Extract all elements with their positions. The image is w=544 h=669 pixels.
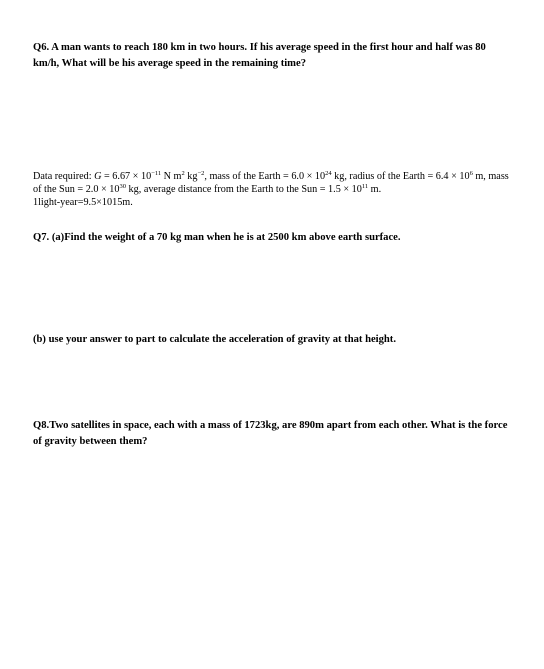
question-8-label: Q8. <box>33 420 50 431</box>
g-unit-b-exponent: −2 <box>197 170 205 177</box>
g-unit-b: kg <box>184 171 198 182</box>
question-8-text <box>33 418 513 449</box>
g-exponent: −11 <box>151 170 162 177</box>
question-7a-text <box>33 230 513 246</box>
sun-distance-exponent: 11 <box>361 183 369 190</box>
question-7b <box>33 332 513 348</box>
data-required-text <box>33 170 513 209</box>
question-8-body: Two satellites in space, each with a mass of 1723kg, are 890m apart from each other. What is the force of gravity between them? <box>33 420 508 447</box>
earth-mass-text: , mass of the Earth = 6.0 × 10 <box>204 171 326 182</box>
earth-mass-exponent: 24 <box>325 170 332 177</box>
light-year-text: 1light-year=9.5×1015m. <box>33 197 133 208</box>
g-unit-a: N m <box>161 171 182 182</box>
question-6-label: Q6. <box>33 42 50 53</box>
question-7a-body: Find the weight of a 70 kg man when he is at 2500 km above earth surface. <box>64 232 401 243</box>
question-7b-text: (b) use your answer to part to calculate the acceleration of gravity at that height. <box>33 334 396 345</box>
sun-mass-text: m, mass of the Sun = 2.0 × 10 <box>33 171 509 195</box>
g-unit-a-exponent: 2 <box>181 170 185 177</box>
g-value: = 6.67 × 10 <box>101 171 152 182</box>
question-8 <box>33 418 513 449</box>
data-required <box>33 170 513 209</box>
question-6-body: A man wants to reach 180 km in two hours. If his average speed in the first hour and half was 80 km/h, What will be his average speed in the remaining time? <box>33 42 486 69</box>
sun-distance-unit: m. <box>368 184 382 195</box>
earth-radius-text: kg, radius of the Earth = 6.4 × 10 <box>331 171 470 182</box>
g-symbol: G <box>94 171 102 182</box>
data-required-label: Data required: <box>33 171 92 182</box>
question-6 <box>33 40 513 71</box>
question-7a-label: Q7. (a) <box>33 232 65 243</box>
sun-mass-exponent: 30 <box>119 183 126 190</box>
sun-distance-text: kg, average distance from the Earth to the Sun = 1.5 × 10 <box>125 184 362 195</box>
earth-radius-exponent: 6 <box>469 170 473 177</box>
question-6-text <box>33 40 513 71</box>
question-7a <box>33 230 513 246</box>
